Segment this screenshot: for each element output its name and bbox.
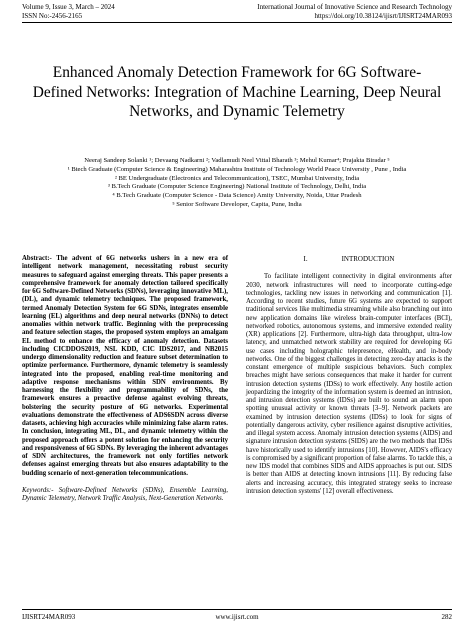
header-right [257,3,452,21]
paper-title: Enhanced Anomaly Detection Framework for 6G Software-Defined Networks: Integration of Machine Learning, Deep Neural Networks, and Dynamic Telemetry [32,64,442,120]
affiliation-1: ¹ Btech Graduate (Computer Science & Engineering) Maharashtra Institute of Technology World Peace University , Pune , India [67,165,407,173]
footer-rule [22,609,452,610]
footer-paper-id: IJISRT24MAR093 [22,613,76,621]
header-volume: Volume 9, Issue 3, March – 2024 [22,3,115,11]
author-list: Neeraj Sandeep Solanki ¹; Devaang Nadkarni ²; Vadlamudi Neel Vittal Bharath ³; Mehul Kumar⁴; Prajakta Biradar ⁵ [84,157,390,164]
affiliation-3: ³ B.Tech Graduate (Computer Science Engineering) National Institute of Technology, Delhi, India [107,183,367,191]
author-block [26,157,448,210]
header-journal: International Journal of Innovative Science and Research Technology [257,3,452,11]
right-column [246,255,452,496]
section-title: INTRODUCTION [341,255,395,263]
affiliation-5: ⁵ Senior Software Developer, Capita, Pune, India [172,200,302,208]
header-doi-link[interactable]: https://doi.org/10.38124/ijisrt/IJISRT24MAR093 [314,12,452,20]
section-heading-introduction [246,255,452,263]
abstract-text: Abstract:- The advent of 6G networks ushers in a new era of intelligent network management, necessitating robust security measures to safeguard against emerging threats. This paper presents a comprehensive framework for anomaly detection tailored specifically for 6G Software-Defined Networks (SDNs), leveraging innovative ML), (DL), and dynamic telemetry techniques. The proposed framework, termed Anomaly Detection System for 6G SDNs, integrates ensemble learning (EL) algorithms and deep neural networks (DNNs) to detect anomalies within network traffic. Beginning with the preprocessing and feature selection stages, the proposed system employs an amalgam EL method to enhance the efficacy of anomaly detection. Datasets including CICDDOS2019, NSL KDD, CIC IDS2017, and NB2015 undergo dimensionality reduction and feature subset determination to optimize performance. Furthermore, dynamic telemetry is seamlessly integrated into the proposed, enabling real-time monitoring and adaptive response mechanisms within SDN environments. By harnessing the flexibility and programmability of SDNs, the framework ensures a proactive defense against evolving threats, bolstering the security posture of 6G networks. Experimental evaluations demonstrate the effectiveness of ADS6SDN across diverse datasets, achieving high accuracies while minimizing false alarm rates. In conclusion, integrating ML, DL, and dynamic telemetry within the proposed approach offers a potent solution for enhancing the security and responsiveness of 6G SDNs. By leveraging the inherent advantages of SDN architectures, the framework not only fortifies network defenses against emerging threats but also ensures adaptability to the budding scenario of next-generation telecommunications. [22,255,228,477]
affiliation-4: ⁴ B.Tech Graduate (Computer Science - Data Science) Amity University, Noida, Uttar Pradesh [112,192,362,200]
header-rule [22,22,452,23]
section-number: I. [303,255,308,263]
keywords-text: Keywords:- Software-Defined Networks (SDNs), Ensemble Learning, Dynamic Telemetry, Network Traffic Analysis, Next-Generation Networks. [22,486,228,502]
left-column [22,255,228,503]
footer-site-link[interactable]: www.ijisrt.com [215,613,259,621]
introduction-text: To facilitate intelligent connectivity in digital environments after 2030, network infrastructures will need to incorporate cutting-edge technologies, tackling new issues in networking and communication [1]. According to recent studies, future 6G systems are expected to support traditional services like multimedia streaming while also branching out into new application domains like wireless brain-computer interfaces (BCI), networked robotics, autonomous systems, and immersive extended reality (XR) applications [2]. Furthermore, ultra-high data throughput, ultra-low latency, and unmatched network stability are required for developing 6G use cases including holographic telepresence, eHealth, and in-body networks. One of the biggest challenges in detecting zero-day attacks is the constant emergence of multiple suspicious behaviors. Such complex breaches might have serious consequences that make it harder for current intrusion detection systems (IDSs) to work effectively. Any hostile action jeopardizing the integrity of the information system is deemed an intrusion, and intrusion detection systems (IDSs) are built to sound an alarm upon spotting unusual activity or known threats [3–9]. Network packets are examined by intrusion detection systems (IDSs) to look for signs of potentially dangerous activity, cyber resilience against disruptive activities, and illegal system access. Anomaly intrusion detection systems (AIDS) and signature intrusion detection systems (SIDS) are the two methods that IDSs have historically used to identify intrusions [10]. However, AIDS's efficacy is compromised by a significant proportion of false alarms. To tackle this, a new IDS model that combines SIDS and AIDS approaches is put out. SIDS is better than AIDS at detecting known intrusions [11]. By reducing false alerts and increasing accuracy, this integrated strategy seeks to increase intrusion detection systems' [12] overall effectiveness. [246,273,452,495]
affiliation-2: ² BE Undergraduate (Electronics and Telecommunication), TSEC, Mumbai University, India [114,174,360,182]
footer-page-number: 282 [441,613,452,621]
header-issn: ISSN No:-2456-2165 [22,12,83,20]
header-left [22,3,115,21]
